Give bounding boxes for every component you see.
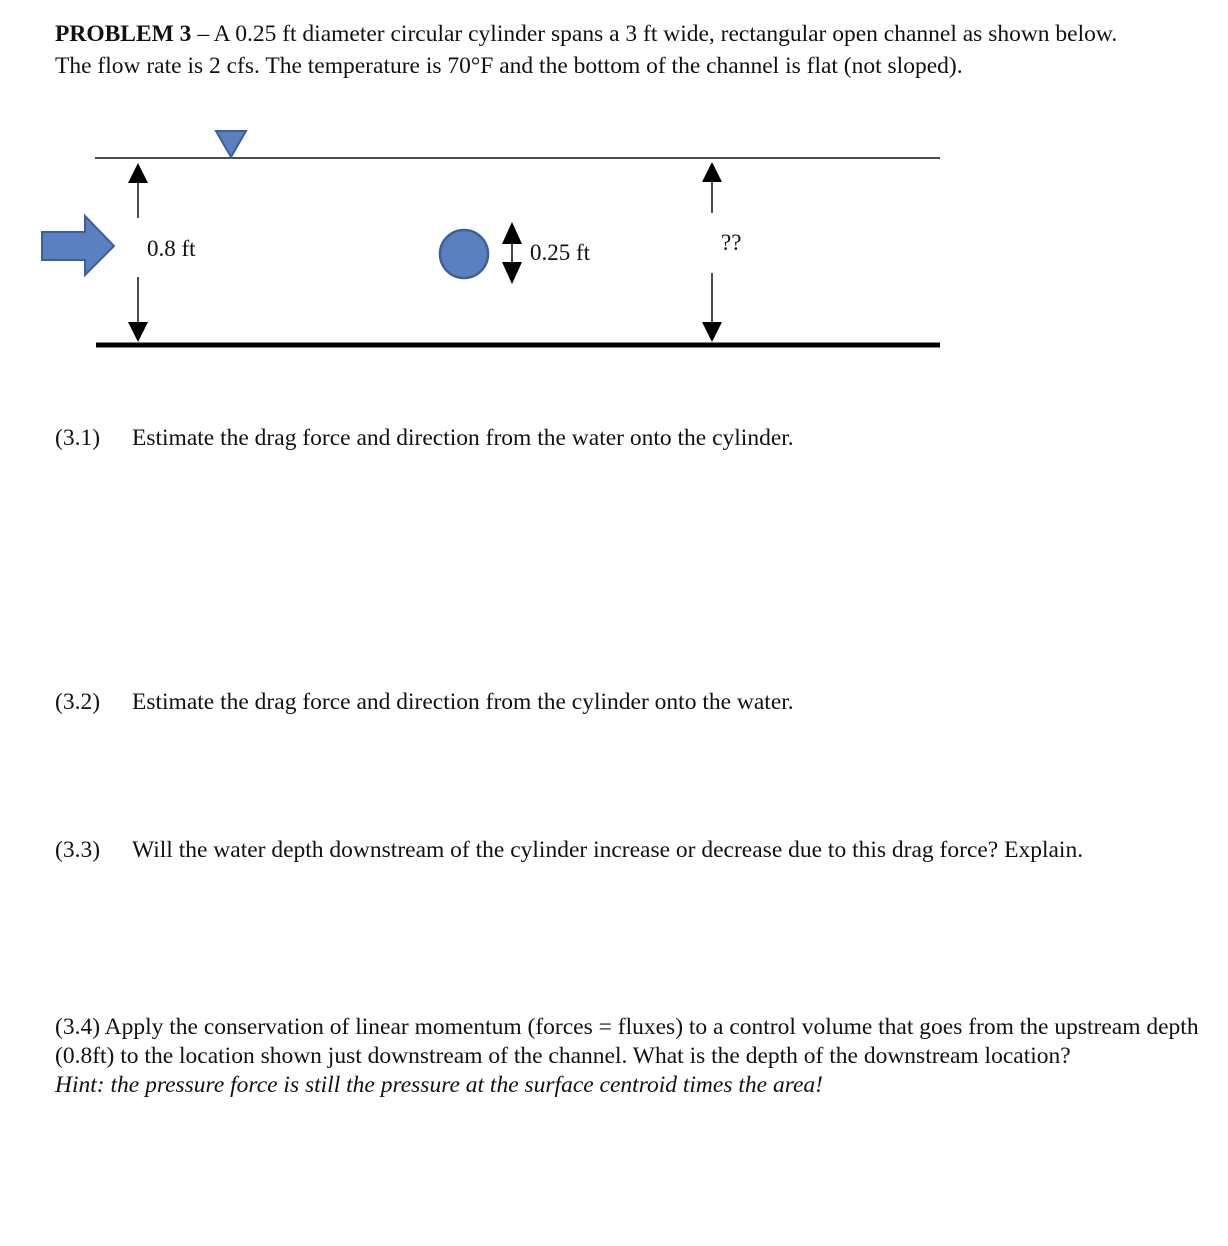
water-surface-triangle-icon: [216, 131, 246, 157]
downstream-depth-arrow-bottom-head: [702, 322, 722, 342]
question-text: Estimate the drag force and direction from the water onto the cylinder.: [132, 425, 794, 451]
right-arrow-icon: [42, 216, 114, 275]
problem-heading: PROBLEM 3: [55, 21, 192, 47]
downstream-depth-label: ??: [721, 230, 742, 255]
question-text: Will the water depth downstream of the cylinder increase or decrease due to this drag force? Explain.: [132, 837, 1084, 863]
question-3-1: [55, 424, 794, 453]
question-number: (3.1): [55, 425, 101, 451]
question-3-4: [55, 1013, 1205, 1100]
upstream-depth-arrow-top-head: [128, 163, 148, 183]
question-3-3: [55, 836, 1083, 865]
channel-diagram: [0, 0, 1228, 400]
problem-intro-text: – A 0.25 ft diameter circular cylinder spans a 3 ft wide, rectangular open channel as shown below.: [191, 21, 1118, 47]
question-number: (3.2): [55, 689, 101, 715]
question-text: Apply the conservation of linear momentum (forces = fluxes) to a control volume that goes from the upstream depth (0.8ft) to the location shown just downstream of the channel. What is the depth of the downstream location?: [55, 1014, 1199, 1069]
question-number: (3.3): [55, 837, 101, 863]
upstream-depth-label: 0.8 ft: [147, 236, 196, 261]
upstream-depth-arrow-bottom-head: [128, 322, 148, 342]
question-text: Estimate the drag force and direction from the cylinder onto the water.: [132, 689, 794, 715]
cylinder-diameter-label: 0.25 ft: [530, 240, 591, 265]
problem-statement-line-2: The flow rate is 2 cfs. The temperature is 70°F and the bottom of the channel is flat (not sloped).: [55, 53, 963, 79]
cylinder-diameter-arrow-bottom-head: [502, 262, 522, 284]
cylinder-circle: [440, 230, 488, 278]
downstream-depth-arrow-top-head: [702, 162, 722, 182]
question-3-2: [55, 688, 794, 717]
question-number: (3.4): [55, 1014, 101, 1040]
hint-text: Hint: the pressure force is still the pressure at the surface centroid times the area!: [55, 1072, 823, 1098]
